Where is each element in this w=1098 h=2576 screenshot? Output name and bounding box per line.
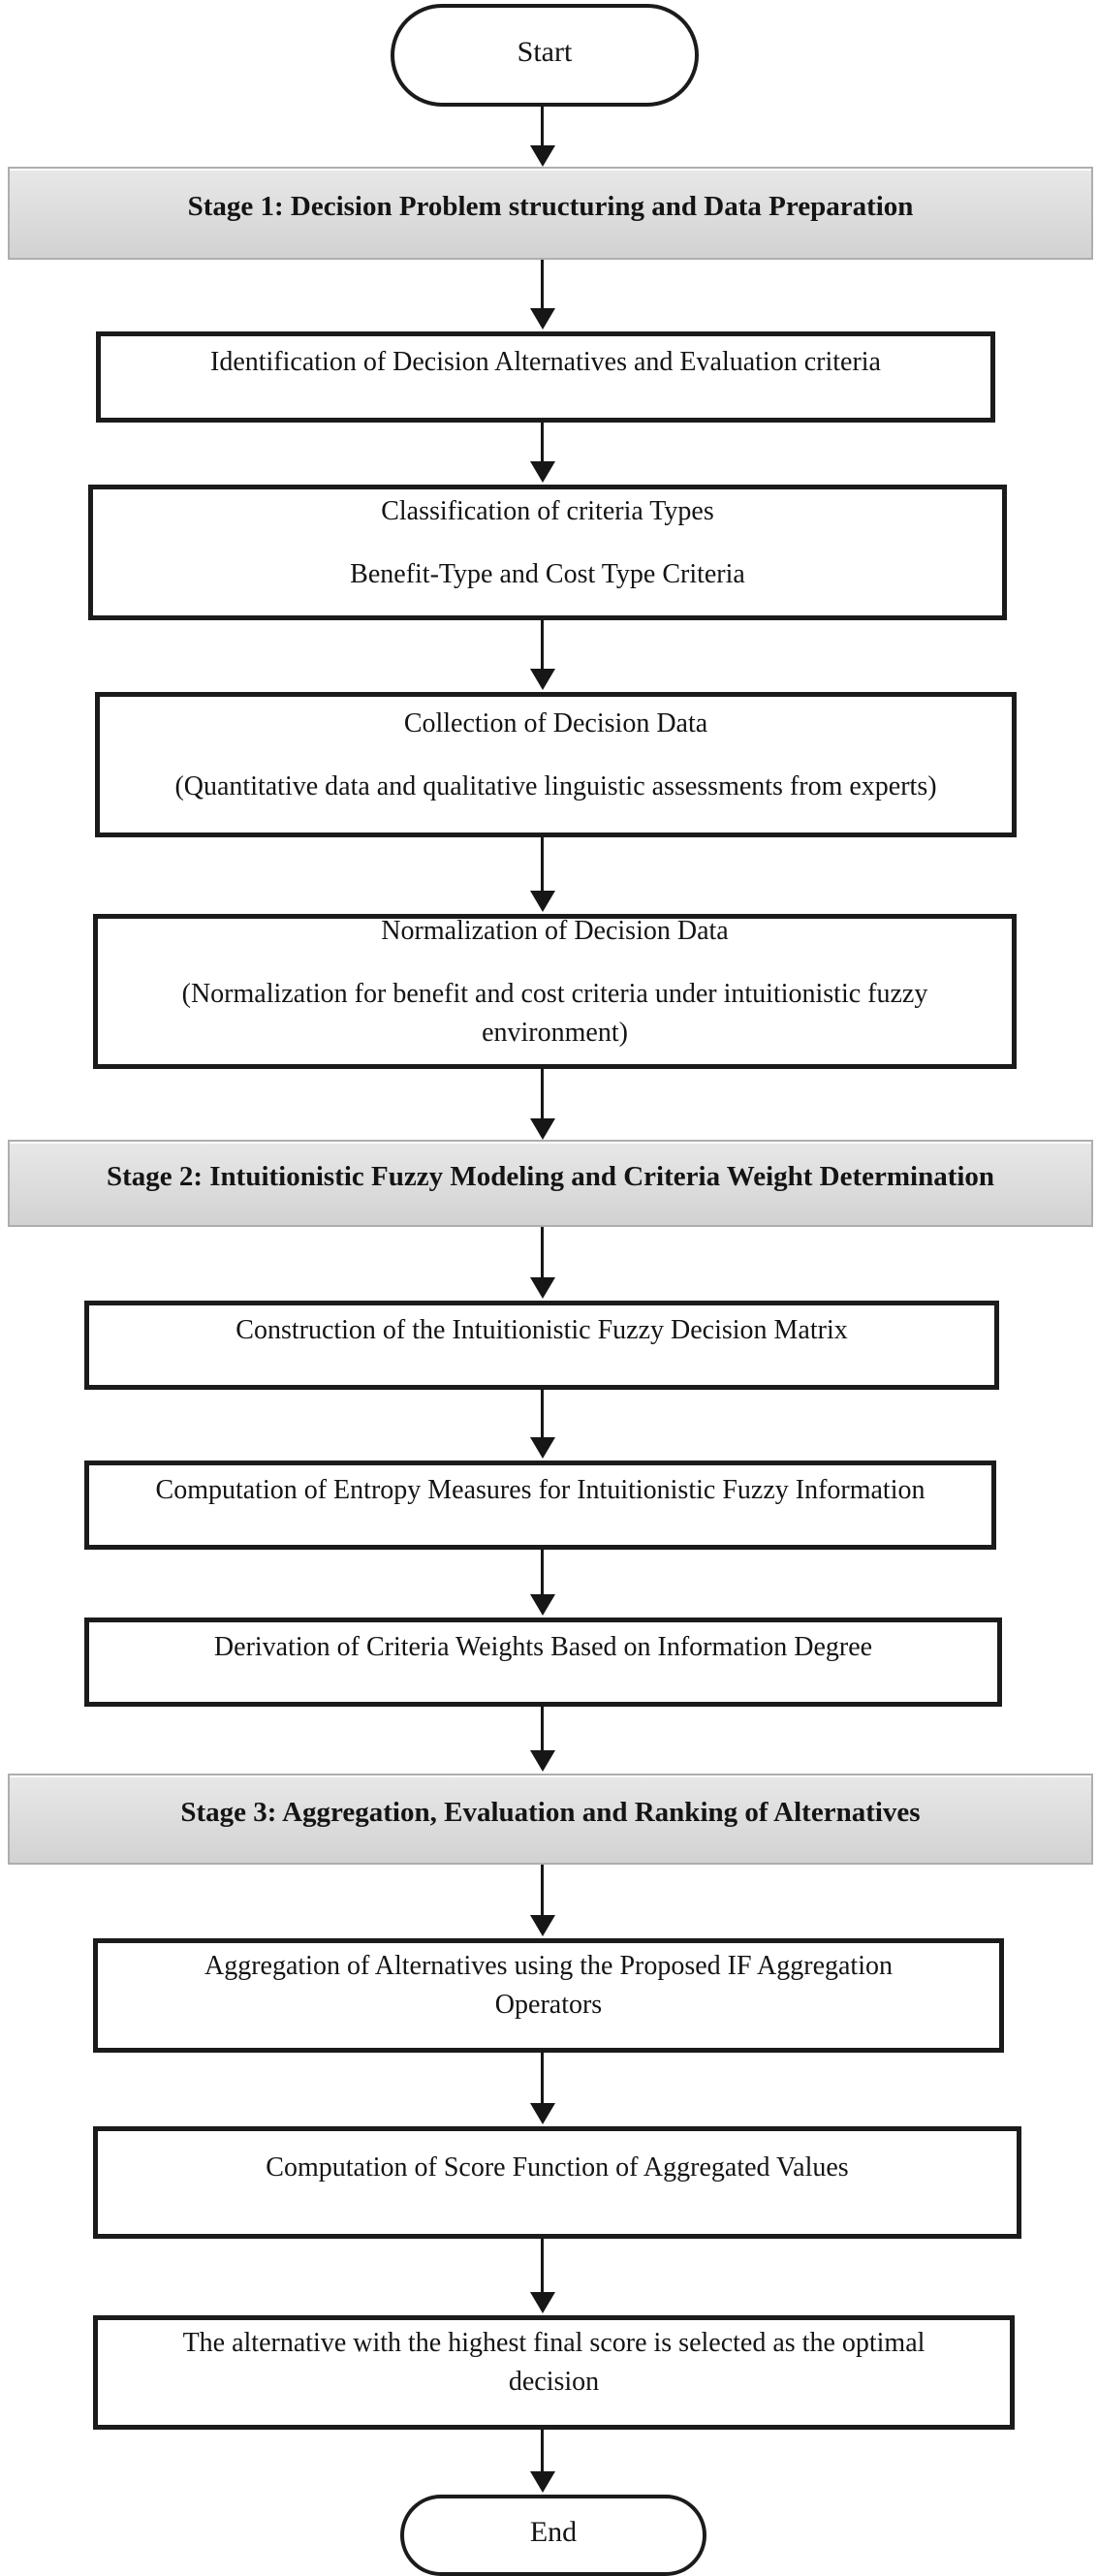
- step-text: (Quantitative data and qualitative linguistic assessments from experts): [174, 770, 937, 801]
- flow-arrow: [541, 837, 544, 891]
- end-terminator: [400, 2495, 706, 2576]
- step-text: (Normalization for benefit and cost criteria under intuitionistic fuzzy: [181, 978, 928, 1009]
- stage2-header: [8, 1140, 1093, 1227]
- flow-arrow: [541, 2239, 544, 2292]
- stage3-label: Stage 3: Aggregation, Evaluation and Ranking of Alternatives: [180, 1797, 921, 1828]
- step-construction: [84, 1301, 999, 1390]
- start-terminator: [391, 4, 699, 107]
- flow-arrow: [541, 2053, 544, 2103]
- step-text: decision: [508, 2367, 600, 2397]
- step-text: Collection of Decision Data: [403, 707, 708, 738]
- step-text: Computation of Score Function of Aggregated Values: [266, 2152, 849, 2183]
- flow-arrow: [541, 260, 544, 308]
- step-text: environment): [482, 1017, 628, 1048]
- end-label: End: [529, 2516, 578, 2548]
- flow-arrow: [541, 1865, 544, 1915]
- step-classification: [88, 485, 1007, 620]
- step-identification: [96, 331, 995, 423]
- step-collection: [95, 692, 1017, 837]
- step-text: Benefit-Type and Cost Type Criteria: [350, 558, 745, 589]
- step-selection: [93, 2315, 1015, 2430]
- flow-arrow: [541, 107, 544, 145]
- step-text: Normalization of Decision Data: [381, 915, 729, 946]
- step-text: The alternative with the highest final score is selected as the optimal: [182, 2328, 925, 2358]
- flow-arrow: [541, 1550, 544, 1594]
- flow-arrow: [541, 1390, 544, 1437]
- step-normalization: [93, 914, 1017, 1069]
- step-text: Construction of the Intuitionistic Fuzzy Decision Matrix: [235, 1315, 848, 1345]
- step-text: Classification of criteria Types: [381, 495, 714, 526]
- step-entropy: [84, 1461, 996, 1550]
- step-text: Identification of Decision Alternatives and Evaluation criteria: [210, 347, 881, 377]
- step-text: Computation of Entropy Measures for Intuitionistic Fuzzy Information: [155, 1475, 925, 1505]
- stage1-label: Stage 1: Decision Problem structuring and Data Preparation: [187, 191, 914, 222]
- flow-arrow: [541, 620, 544, 669]
- flow-arrow: [541, 1069, 544, 1118]
- step-score: [93, 2126, 1021, 2239]
- flow-arrow: [541, 423, 544, 461]
- stage1-header: [8, 167, 1093, 260]
- flow-arrow: [541, 2430, 544, 2471]
- flow-arrow: [541, 1707, 544, 1750]
- step-text: Operators: [494, 1990, 603, 2020]
- start-label: Start: [517, 36, 573, 68]
- flow-arrow: [541, 1227, 544, 1277]
- step-text: Derivation of Criteria Weights Based on Information Degree: [213, 1632, 873, 1662]
- step-aggregation: [93, 1938, 1004, 2053]
- stage2-label: Stage 2: Intuitionistic Fuzzy Modeling and Criteria Weight Determination: [106, 1161, 995, 1192]
- step-text: Aggregation of Alternatives using the Proposed IF Aggregation: [204, 1951, 893, 1981]
- stage3-header: [8, 1774, 1093, 1865]
- step-weights: [84, 1618, 1002, 1707]
